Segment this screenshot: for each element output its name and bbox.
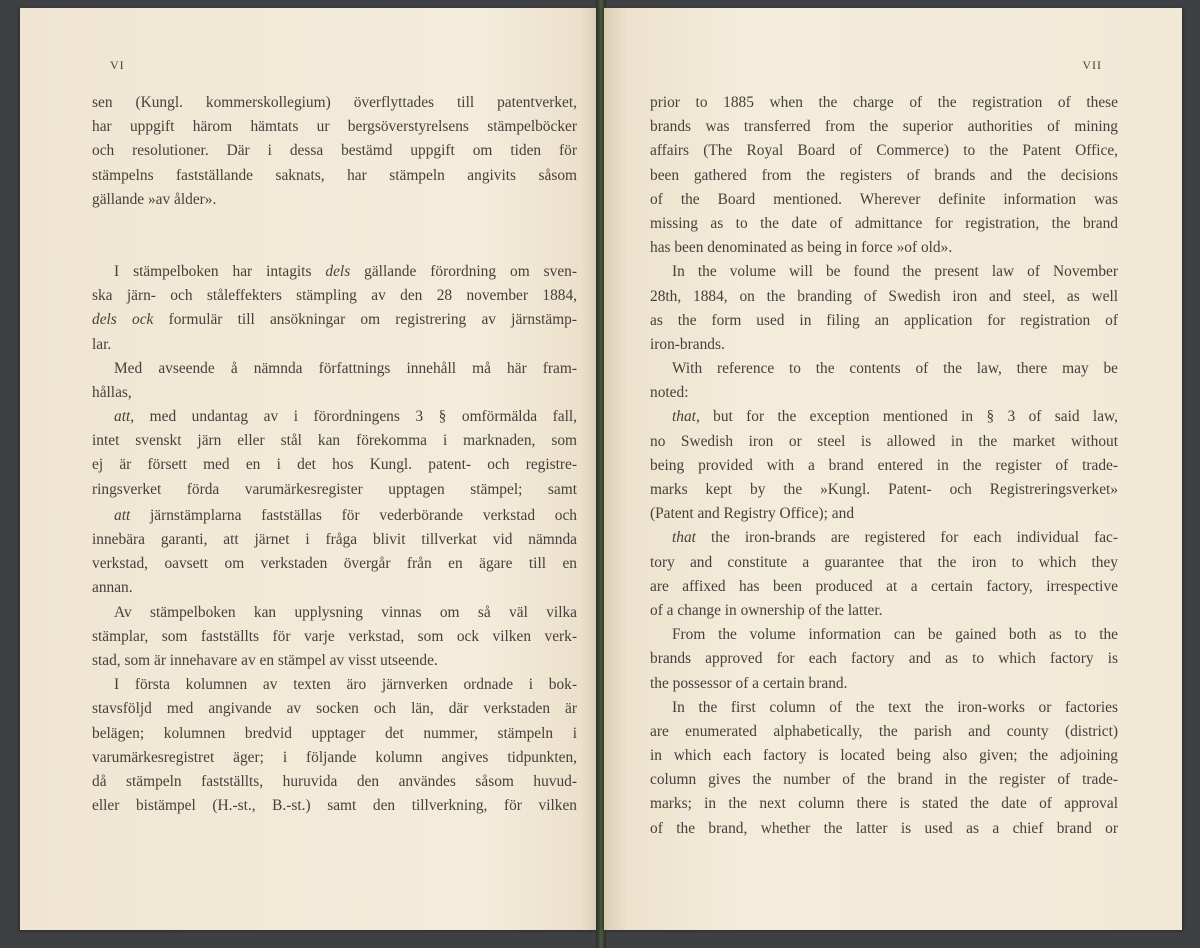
text-line: been gathered from the registers of brands and the decisions — [650, 166, 1118, 184]
text-line: of the Board mentioned. Wherever definite information was — [650, 190, 1118, 208]
text-line: brands approved for each factory and as to which factory is — [650, 650, 1118, 668]
text-line: that, but for the exception mentioned in § 3 of said law, — [672, 408, 1118, 426]
text-line: verkstad, oavsett om verkstaden övergår från en ägare till en — [92, 555, 577, 573]
text-line: being provided with a brand entered in the register of trade- — [650, 456, 1118, 474]
right-page-text — [650, 91, 1118, 841]
text-line: innebära garanti, att järnet i fråga blivit tillverkat vid nämnda — [92, 531, 577, 548]
text-line: belägen; kolumnen bredvid upptager det nummer, stämpeln i — [92, 724, 577, 742]
text-line: I stämpelboken har intagits dels gällande förordning om sven- — [114, 262, 577, 280]
text-line: (Patent and Registry Office); and — [650, 505, 855, 523]
text-line: Av stämpelboken kan upplysning vinnas om så väl vilka — [114, 603, 577, 621]
text-line: of the brand, whether the latter is used as a chief brand or — [650, 819, 1118, 837]
text-line: With reference to the contents of the law, there may be — [672, 360, 1118, 378]
text-line: varumärkesregistret äger; i följande kolumn angives tidpunkten, — [92, 748, 577, 766]
text-line: annan. — [92, 579, 133, 597]
text-line: In the volume will be found the present law of November — [672, 263, 1118, 281]
page-number-right: VII — [1082, 58, 1102, 72]
text-line: From the volume information can be gained both as to the — [672, 626, 1118, 644]
left-page — [20, 8, 598, 930]
text-line: the possessor of a certain brand. — [650, 674, 848, 692]
text-line: att järnstämplarna fastställas för vederbörande verkstad och — [114, 506, 577, 524]
right-page — [604, 8, 1182, 930]
text-line: dels ock formulär till ansökningar om registrering av järnstämp- — [92, 311, 577, 329]
text-line: has been denominated as being in force »of old». — [650, 239, 953, 257]
text-line: har uppgift härom hämtats ur bergsöverstyrelsens stämpelböcker — [92, 118, 577, 136]
left-page-text — [92, 91, 577, 818]
text-line: sen (Kungl. kommerskollegium) överflyttades till patentverket, — [92, 94, 577, 111]
text-line: Med avseende å nämnda författnings innehåll må här fram- — [114, 359, 577, 377]
text-line: are enumerated alphabetically, the parish and county (district) — [650, 722, 1118, 740]
text-line: då stämpeln fastställts, huruvida den användes såsom huvud- — [92, 772, 577, 790]
paragraph-gap — [92, 212, 577, 260]
text-line: in which each factory is located being also given; the adjoining — [650, 747, 1118, 765]
text-line: gällande »av ålder». — [92, 190, 217, 208]
text-line: In the first column of the text the iron-works or factories — [672, 698, 1118, 716]
text-line: I första kolumnen av texten äro järnverken ordnade i bok- — [114, 676, 577, 694]
text-line: stavsföljd med angivande av socken och län, där verkstaden är — [92, 700, 577, 718]
text-line: as the form used in filing an application for registration of — [650, 311, 1118, 329]
text-line: lar. — [92, 335, 112, 353]
text-line: hållas, — [92, 383, 132, 401]
text-line: no Swedish iron or steel is allowed in the market without — [650, 432, 1118, 450]
text-line: ringsverket förda varumärkesregister upptagen stämpel; samt — [92, 480, 577, 498]
text-line: marks; in the next column there is stated the date of approval — [650, 795, 1118, 813]
text-line: att, med undantag av i förordningens 3 § omförmälda fall, — [114, 408, 577, 426]
text-line: eller bistämpel (H.-st., B.-st.) samt den tillverkning, för vilken — [92, 797, 577, 815]
text-line: brands was transferred from the superior authorities of mining — [650, 118, 1118, 136]
text-line: are affixed has been produced at a certain factory, irrespective — [650, 577, 1118, 595]
text-line: ej är försett med en i det hos Kungl. patent- och registre- — [92, 456, 577, 474]
text-line: noted: — [650, 384, 689, 402]
text-line: intet svenskt järn eller stål kan förekomma i marknaden, som — [92, 432, 577, 450]
text-line: och resolutioner. Där i dessa bestämd uppgift om tiden för — [92, 142, 577, 160]
text-line: tory and constitute a guarantee that the iron to which they — [650, 553, 1118, 571]
text-line: column gives the number of the brand in the register of trade- — [650, 771, 1118, 789]
text-line: 28th, 1884, on the branding of Swedish iron and steel, as well — [650, 287, 1118, 305]
text-line: affairs (The Royal Board of Commerce) to the Patent Office, — [650, 142, 1118, 160]
page-number-left: VI — [110, 58, 125, 72]
text-line: of a change in ownership of the latter. — [650, 601, 883, 619]
text-line: marks kept by the »Kungl. Patent- och Registreringsverket» — [650, 481, 1118, 498]
text-line: that the iron-brands are registered for each individual fac- — [672, 529, 1118, 547]
text-line: stämpelns fastställande saknats, har stämpeln angivits såsom — [92, 166, 577, 184]
text-line: ska järn- och ståleffekters stämpling av den 28 november 1884, — [92, 287, 577, 305]
text-line: stämplar, som fastställts för varje verkstad, som ock vilken verk- — [92, 627, 577, 645]
text-line: iron-brands. — [650, 335, 725, 353]
text-line: missing as to the date of admittance for registration, the brand — [650, 214, 1118, 232]
text-line: stad, som är innehavare av en stämpel av visst utseende. — [92, 651, 438, 669]
text-line: prior to 1885 when the charge of the registration of these — [650, 94, 1118, 111]
